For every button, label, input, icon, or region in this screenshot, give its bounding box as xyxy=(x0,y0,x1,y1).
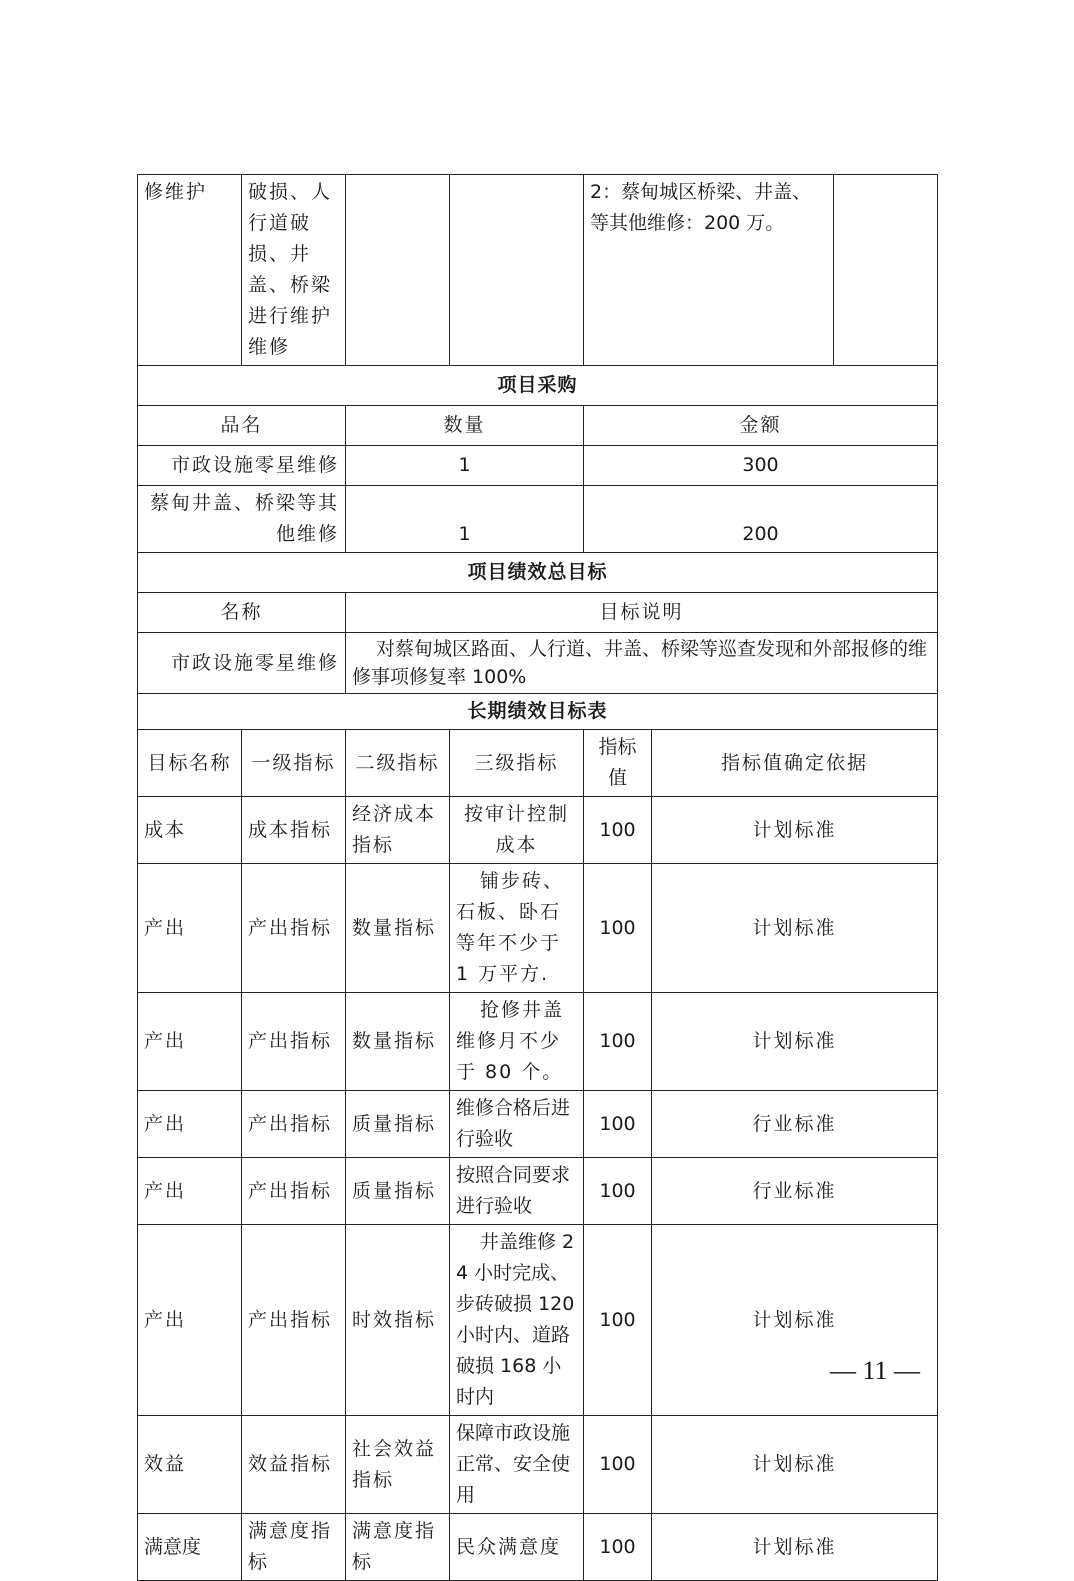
long-term-row xyxy=(138,864,938,993)
header-level2: 二级指标 xyxy=(346,730,450,797)
row-value: 100 xyxy=(584,1514,652,1581)
long-term-title-row xyxy=(138,694,938,730)
overall-goal-header-desc: 目标说明 xyxy=(346,593,938,633)
overall-goal-header-name: 名称 xyxy=(138,593,346,633)
continuation-col1: 修维护 xyxy=(138,175,242,366)
row-basis: 行业标准 xyxy=(652,1091,938,1158)
page-number: — 11 — xyxy=(829,1356,921,1385)
row-level1: 产出指标 xyxy=(242,1091,346,1158)
long-term-header-row xyxy=(138,730,938,797)
continuation-col4 xyxy=(450,175,584,366)
row-level3: 铺步砖、石板、卧石等年不少于 1 万平方. xyxy=(450,864,584,993)
row-value: 100 xyxy=(584,864,652,993)
row-basis: 计划标准 xyxy=(652,1225,938,1416)
row-value: 100 xyxy=(584,1158,652,1225)
continuation-col6 xyxy=(834,175,938,366)
procurement-title-row xyxy=(138,366,938,406)
long-term-row xyxy=(138,1416,938,1514)
continuation-col2: 破损、人行道破损、井盖、桥梁进行维护维修 xyxy=(242,175,346,366)
procurement-row xyxy=(138,446,938,486)
row-level2: 时效指标 xyxy=(346,1225,450,1416)
row-level1: 效益指标 xyxy=(242,1416,346,1514)
row-level2: 质量指标 xyxy=(346,1158,450,1225)
procurement-item-qty: 1 xyxy=(346,486,584,553)
row-level3: 井盖维修 24 小时完成、步砖破损 120 小时内、道路破损 168 小时内 xyxy=(450,1225,584,1416)
procurement-header-amount: 金额 xyxy=(584,406,938,446)
header-goal-name: 目标名称 xyxy=(138,730,242,797)
row-basis: 计划标准 xyxy=(652,797,938,864)
row-basis: 计划标准 xyxy=(652,864,938,993)
row-level1: 产出指标 xyxy=(242,1225,346,1416)
row-level2: 满意度指标 xyxy=(346,1514,450,1581)
row-basis: 计划标准 xyxy=(652,1416,938,1514)
row-value: 100 xyxy=(584,1416,652,1514)
row-level3: 按照合同要求进行验收 xyxy=(450,1158,584,1225)
performance-table xyxy=(137,174,938,1581)
row-level2: 经济成本指标 xyxy=(346,797,450,864)
continuation-col3 xyxy=(346,175,450,366)
row-basis: 计划标准 xyxy=(652,993,938,1091)
row-level2: 数量指标 xyxy=(346,864,450,993)
continuation-col5: 2：蔡甸城区桥梁、井盖、等其他维修：200 万。 xyxy=(584,175,834,366)
row-value: 100 xyxy=(584,797,652,864)
row-level3: 维修合格后进行验收 xyxy=(450,1091,584,1158)
procurement-header-row xyxy=(138,406,938,446)
row-level1: 成本指标 xyxy=(242,797,346,864)
row-value: 100 xyxy=(584,1225,652,1416)
procurement-item-name: 蔡甸井盖、桥梁等其他维修 xyxy=(138,486,346,553)
procurement-item-amount: 300 xyxy=(584,446,938,486)
overall-goal-desc: 对蔡甸城区路面、人行道、井盖、桥梁等巡查发现和外部报修的维修事项修复率 100% xyxy=(346,633,938,694)
header-basis: 指标值确定依据 xyxy=(652,730,938,797)
long-term-row xyxy=(138,993,938,1091)
row-level3: 按审计控制成本 xyxy=(450,797,584,864)
procurement-row xyxy=(138,486,938,553)
overall-goal-row xyxy=(138,633,938,694)
row-basis: 计划标准 xyxy=(652,1514,938,1581)
row-basis: 行业标准 xyxy=(652,1158,938,1225)
row-value: 100 xyxy=(584,1091,652,1158)
row-level2: 社会效益指标 xyxy=(346,1416,450,1514)
row-goal: 产出 xyxy=(138,864,242,993)
procurement-item-qty: 1 xyxy=(346,446,584,486)
row-goal: 满意度 xyxy=(138,1514,242,1581)
long-term-row xyxy=(138,1225,938,1416)
long-term-title: 长期绩效目标表 xyxy=(138,694,938,730)
row-level3: 保障市政设施正常、安全使用 xyxy=(450,1416,584,1514)
row-goal: 效益 xyxy=(138,1416,242,1514)
row-level2: 数量指标 xyxy=(346,993,450,1091)
row-level1: 产出指标 xyxy=(242,1158,346,1225)
overall-goal-title: 项目绩效总目标 xyxy=(138,553,938,593)
row-goal: 产出 xyxy=(138,1158,242,1225)
row-level3: 抢修井盖维修月不少于 80 个。 xyxy=(450,993,584,1091)
long-term-row xyxy=(138,1158,938,1225)
row-goal: 产出 xyxy=(138,993,242,1091)
header-value: 指标值 xyxy=(584,730,652,797)
procurement-item-name: 市政设施零星维修 xyxy=(138,446,346,486)
long-term-row xyxy=(138,797,938,864)
overall-goal-header-row xyxy=(138,593,938,633)
row-level2: 质量指标 xyxy=(346,1091,450,1158)
overall-goal-title-row xyxy=(138,553,938,593)
row-level3: 民众满意度 xyxy=(450,1514,584,1581)
header-level3: 三级指标 xyxy=(450,730,584,797)
procurement-title: 项目采购 xyxy=(138,366,938,406)
row-level1: 产出指标 xyxy=(242,864,346,993)
row-goal: 产出 xyxy=(138,1225,242,1416)
long-term-row xyxy=(138,1514,938,1581)
procurement-item-amount: 200 xyxy=(584,486,938,553)
row-goal: 成本 xyxy=(138,797,242,864)
procurement-header-qty: 数量 xyxy=(346,406,584,446)
row-value: 100 xyxy=(584,993,652,1091)
row-goal: 产出 xyxy=(138,1091,242,1158)
header-level1: 一级指标 xyxy=(242,730,346,797)
overall-goal-name: 市政设施零星维修 xyxy=(138,633,346,694)
row-level1: 满意度指标 xyxy=(242,1514,346,1581)
long-term-row xyxy=(138,1091,938,1158)
row-level1: 产出指标 xyxy=(242,993,346,1091)
procurement-header-name: 品名 xyxy=(138,406,346,446)
continuation-row xyxy=(138,175,938,366)
